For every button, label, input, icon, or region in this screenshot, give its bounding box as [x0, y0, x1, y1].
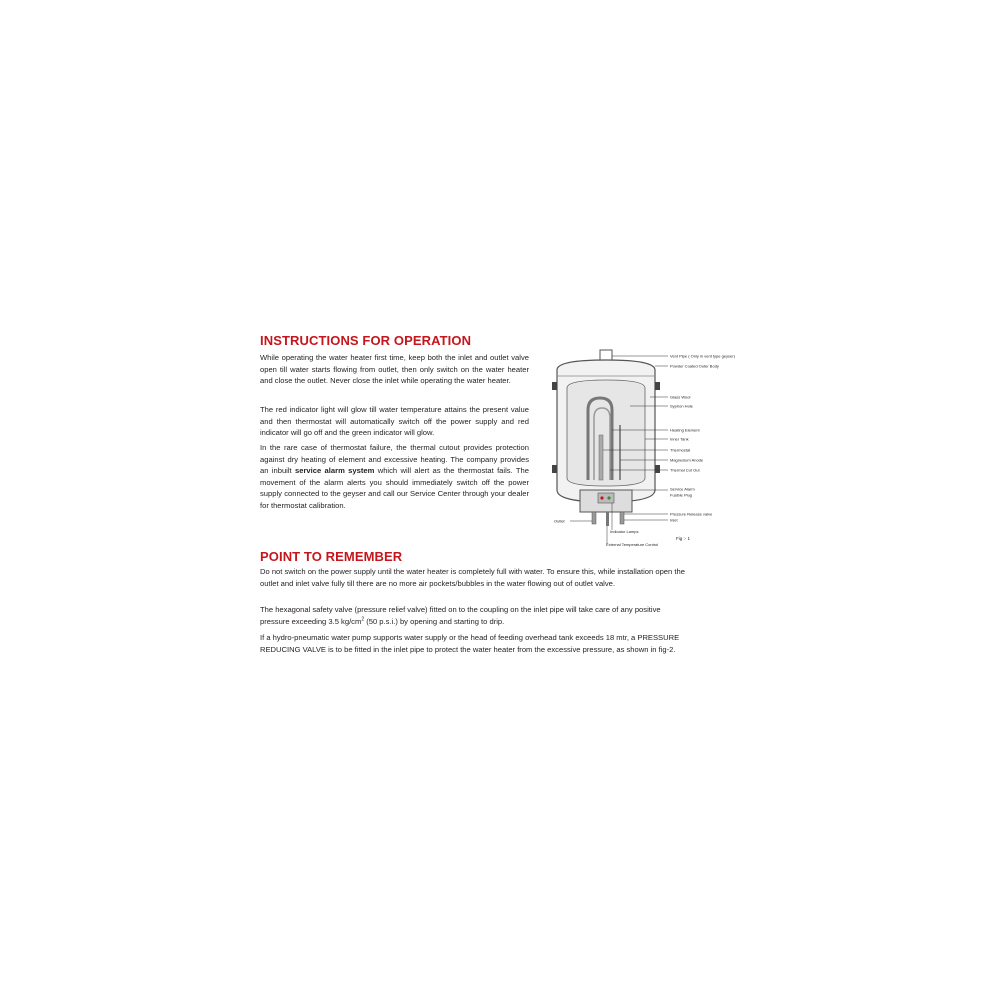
bracket: [655, 465, 660, 473]
heater-body: [552, 350, 660, 526]
service-alarm-bold: service alarm system: [295, 466, 375, 476]
label-syphon-hole: Syphon Hole: [670, 403, 693, 409]
indicator-lamp-red: [600, 496, 603, 499]
label-external-temp: External Temperature Control: [606, 542, 659, 547]
paragraph-text: (50 p.s.i.) by opening and starting to drip.: [364, 616, 505, 626]
label-glass-wool: Glass Wool: [670, 394, 691, 400]
remember-paragraph-3: If a hydro-pneumatic water pump supports water supply or the head of feeding overhead tank exceeds 18 mtr, a PRESSURE REDUCING VALVE is to be fitted in the inlet pipe to protect the water heater from the excessive pressure, as shown in fig-2.: [260, 633, 680, 654]
label-thermostat: Thermostat: [670, 447, 691, 453]
bracket: [552, 382, 557, 390]
bracket: [552, 465, 557, 473]
label-pressure-relief: Pressure Release valve: [670, 511, 713, 517]
label-indicator-lamps: Indicator Lamps: [610, 529, 639, 534]
outlet-pipe: [592, 512, 596, 524]
indicator-lamp-green: [607, 496, 610, 499]
label-outlet: Outlet: [554, 518, 565, 524]
label-inlet: Inlet: [670, 517, 678, 523]
label-outer-body: Powder Coated Outer Body: [670, 363, 719, 369]
remember-paragraph-2: [260, 604, 692, 627]
label-service-alarm: Service Alarm: [670, 486, 695, 492]
operation-paragraph-2: The red indicator light will glow till water temperature attains the present value and then thermostat will automatically switch off the power supply and red indicator will go off and the green indicator will glow.: [260, 405, 529, 438]
remember-paragraph-1: Do not switch on the power supply until the water heater is completely full with water. To ensure this, while installation open the outlet and inlet valve fully till there are no more air pockets/bubbles in the water flowing out of outlet valve.: [260, 567, 685, 588]
label-fusible-plug: Fusible Plug: [670, 492, 693, 498]
label-inner-tank: Inner Tank: [670, 436, 689, 442]
label-magnesium-anode: Magnesium Anode: [670, 457, 704, 463]
inlet-pipe: [620, 512, 624, 524]
temp-control-knob: [606, 512, 609, 526]
paragraph-text: In the rare case of thermostat failure, the thermal cutout provides protection against dry heating of element and excessive heating. The company provides an inbuilt: [260, 443, 529, 476]
bracket: [655, 382, 660, 390]
superscript: 2: [361, 616, 365, 623]
label-thermal-cut-out: Thermal Cut Out: [670, 467, 700, 473]
operation-paragraph-1: While operating the water heater first time, keep both the inlet and outlet valve open till water starts flowing from outlet, then only switch on the water heater and close the outlet. Never close the inlet while operating the water heater.: [260, 353, 529, 386]
label-heating-element: Heating Element: [670, 427, 700, 433]
thermostat-tube: [599, 435, 603, 480]
paragraph-text: The hexagonal safety valve (pressure relief valve) fitted on to the coupling on the inlet pipe will take care of any positive pressure exceeding 3.5 kg/cm: [260, 605, 661, 626]
figure-caption: Fig :- 1: [676, 536, 691, 541]
label-vent-pipe: Vent Pipe ( Only in vent type geyser): [670, 353, 735, 359]
paragraph-text: which will alert as the thermostat fails. The movement of the alarm alerts you should immediately switch off the power supply connected to the geyser and call our Service Center through your dealer for thermostat calibration.: [260, 466, 529, 510]
water-heater-diagram: [540, 340, 770, 550]
operation-paragraph-3: [260, 442, 529, 512]
section-heading-remember: POINT TO REMEMBER: [260, 549, 403, 564]
section-heading-operation: INSTRUCTIONS FOR OPERATION: [260, 333, 472, 348]
